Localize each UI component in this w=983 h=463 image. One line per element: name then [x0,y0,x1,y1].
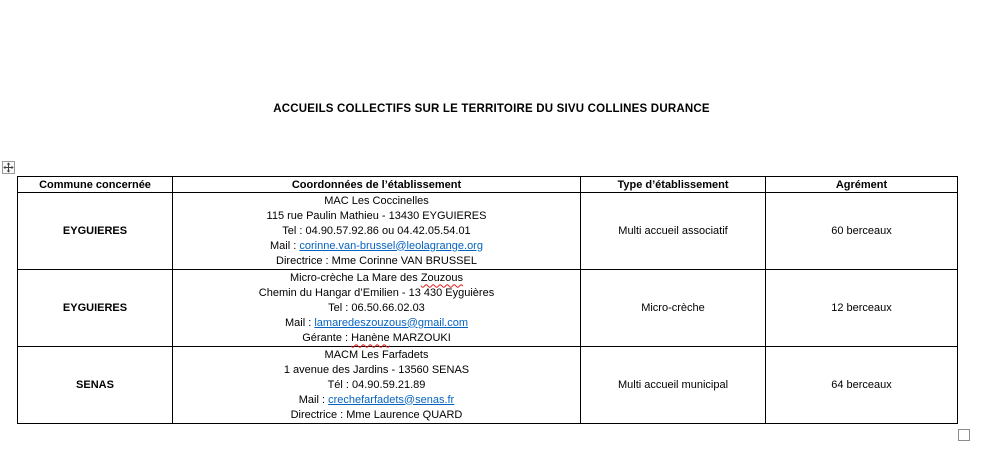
table-resize-handle[interactable] [958,429,970,441]
commune-cell[interactable] [18,347,173,424]
etablissement-line [173,254,580,269]
etablissement-line [173,239,580,254]
table-row [18,347,958,424]
text-segment: MAC Les Coccinelles [324,194,429,207]
text-segment: Tel : 06.50.66.02.03 [328,301,425,314]
text-segment: 1 avenue des Jardins - 13560 SENAS [283,363,470,376]
text-segment: MACM Les Farfadets [324,348,429,361]
document-title: ACCUEILS COLLECTIFS SUR LE TERRITOIRE DU SIVU COLLINES DURANCE [273,103,710,115]
etablissement-line [173,348,580,363]
text-segment: Mail : [285,316,315,329]
etablissement-line [173,209,580,224]
table-move-handle[interactable] [2,161,15,174]
col-header-commune[interactable]: Commune concernée [18,177,173,193]
col-header-coordonnees[interactable]: Coordonnées de l’établissement [173,177,581,193]
col-header-agrement[interactable]: Agrément [766,177,958,193]
text-segment: Micro-crèche La Mare des [289,271,421,284]
etablissement-line [173,316,580,331]
text-segment: 115 rue Paulin Mathieu - 13430 EYGUIERES [266,209,487,222]
header-row [18,177,958,193]
text-segment: Tel : 04.90.57.92.86 ou 04.42.05.54.01 [282,224,471,237]
etablissement-line [173,224,580,239]
text-segment: Directrice : Mme Corinne VAN BRUSSEL [276,254,477,267]
text-segment: Mail : [270,239,300,252]
etablissement-line [173,363,580,378]
email-link[interactable]: crechefarfadets@senas.fr [328,393,455,406]
type-cell[interactable] [581,347,766,424]
agrement-cell[interactable] [766,270,958,347]
commune-label: EYGUIERES [62,225,128,237]
type-cell[interactable] [581,193,766,270]
text-segment: Directrice : Mme Laurence QUARD [290,408,463,421]
etablissement-cell[interactable] [173,193,581,270]
etablissement-line [173,194,580,209]
move-icon [3,162,14,173]
type-cell[interactable] [581,270,766,347]
agrement-label: 12 berceaux [831,302,892,314]
email-link[interactable]: lamaredeszouzous@gmail.com [314,316,468,329]
etablissement-line [173,286,580,301]
agrement-label: 60 berceaux [831,225,892,237]
col-header-type[interactable]: Type d’établissement [581,177,766,193]
commune-label: EYGUIERES [62,302,128,314]
commune-cell[interactable] [18,270,173,347]
type-label: Multi accueil municipal [617,379,729,391]
agrement-cell[interactable] [766,347,958,424]
etablissement-line [173,408,580,423]
commune-cell[interactable] [18,193,173,270]
text-segment: Mail : [298,393,329,406]
agrement-cell[interactable] [766,193,958,270]
text-segment: MARZOUKI [389,331,451,344]
etablissement-line [173,331,580,346]
text-segment: Chemin du Hangar d’Emilien - 13 430 Eyguières [258,286,495,299]
text-segment: Gérante : [302,331,352,344]
etablissement-cell[interactable] [173,270,581,347]
etablissement-line [173,393,580,408]
email-link[interactable]: corinne.van-brussel@leolagrange.org [299,239,483,252]
text-segment: Tél : 04.90.59.21.89 [327,378,426,391]
type-label: Multi accueil associatif [618,225,728,237]
table-row [18,193,958,270]
etablissement-line [173,301,580,316]
etablissement-cell[interactable] [173,347,581,424]
misspelled-word: Hanène [351,331,390,344]
commune-label: SENAS [76,379,114,391]
establishments-table [17,176,958,424]
agrement-label: 64 berceaux [831,379,892,391]
type-label: Micro-crèche [641,302,705,314]
table-body [18,193,958,424]
misspelled-word: Zouzous [420,271,464,284]
table-row [18,270,958,347]
etablissement-line [173,378,580,393]
etablissement-line [173,271,580,286]
